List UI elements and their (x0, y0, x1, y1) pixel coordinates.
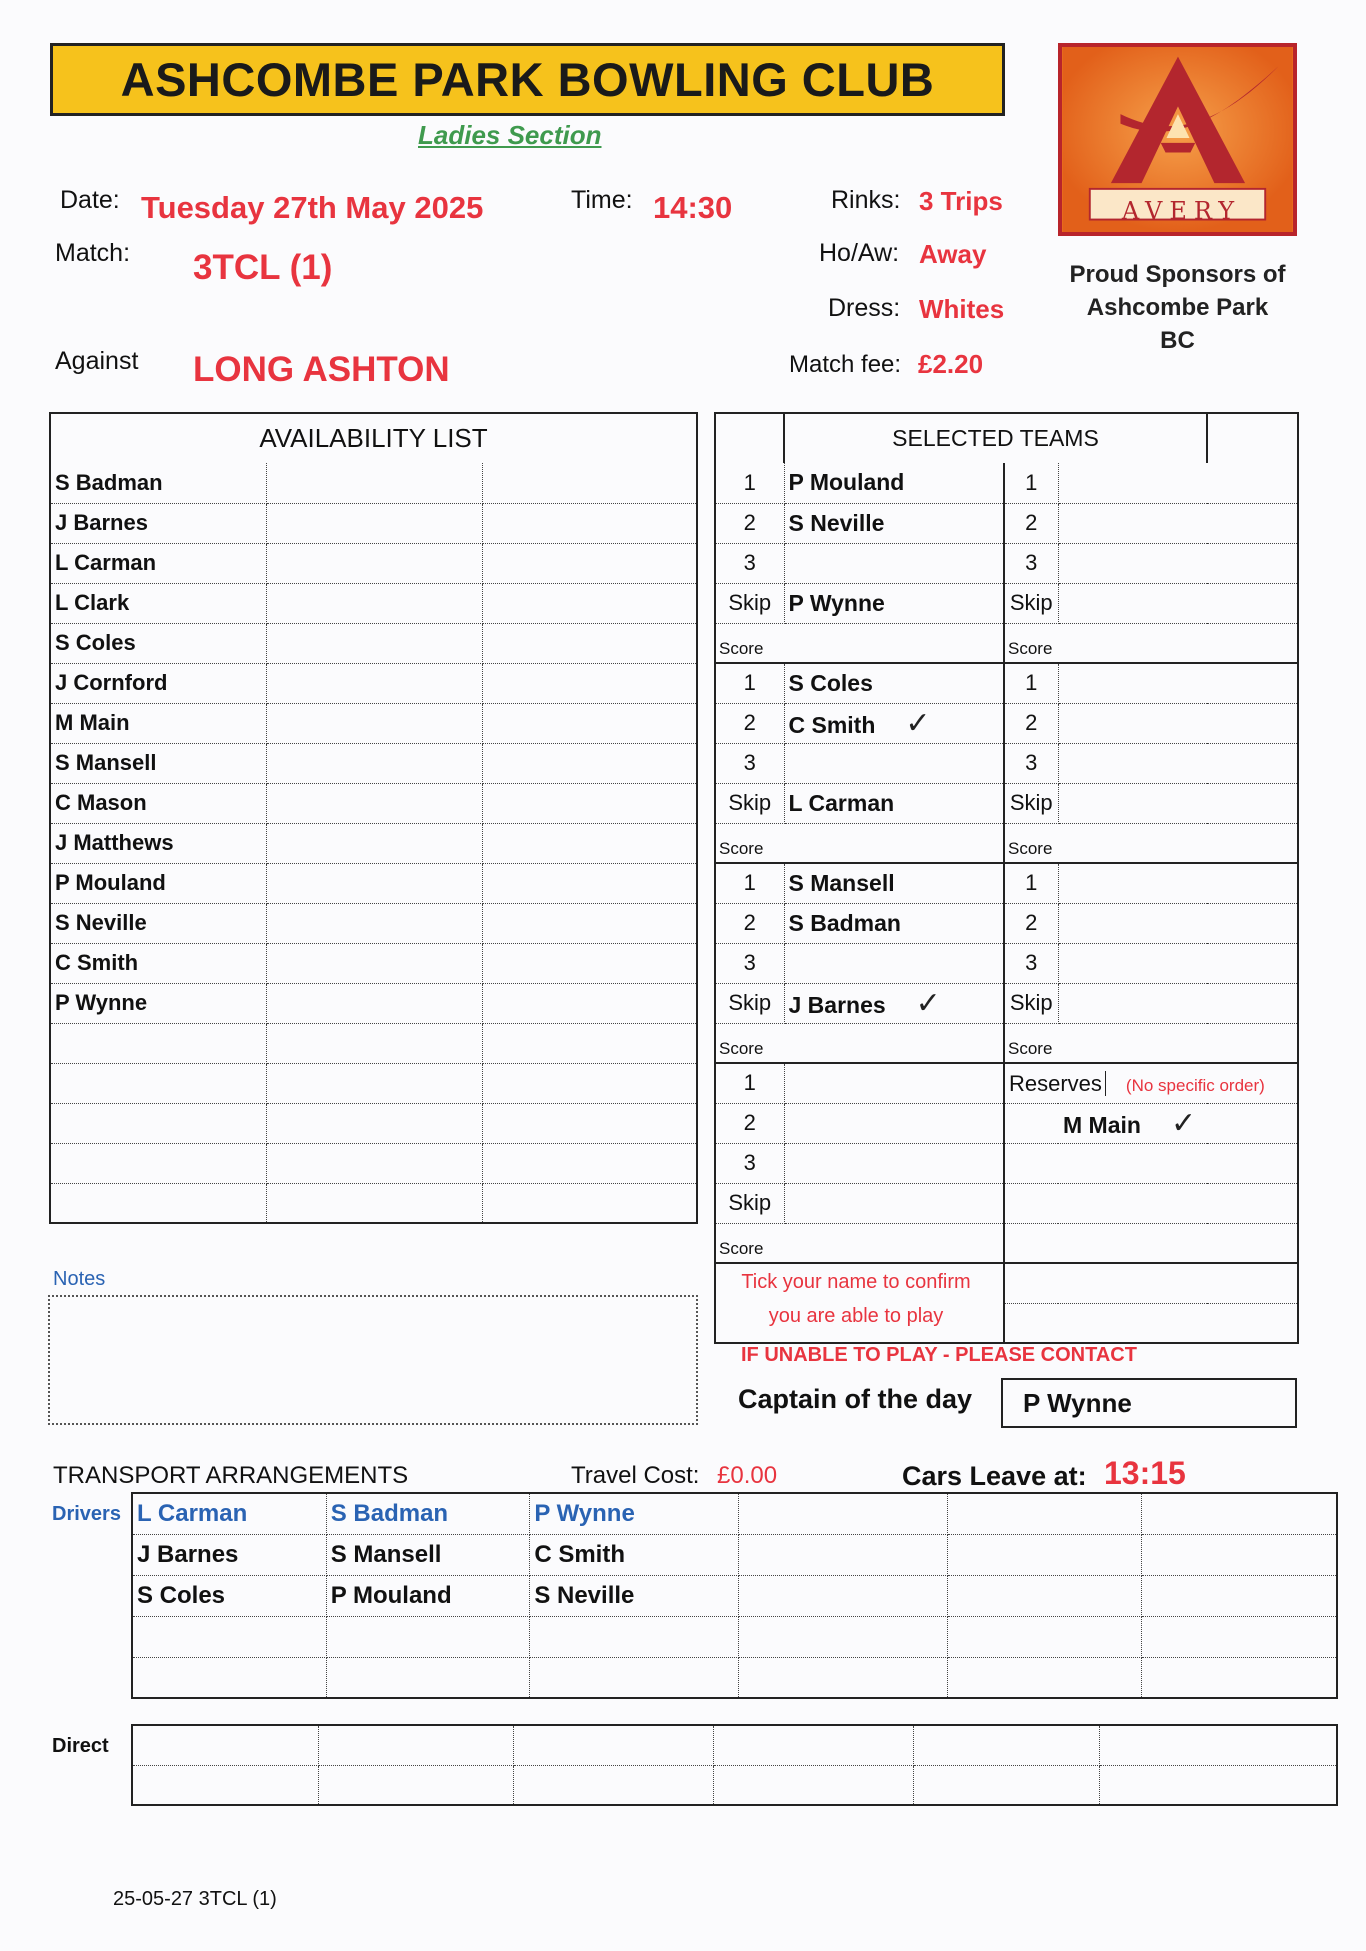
direct-cell (132, 1765, 318, 1805)
direct-cell (1099, 1765, 1337, 1805)
fee-value: £2.20 (918, 349, 984, 379)
availability-tick-cell[interactable] (266, 903, 482, 943)
travel-cost-label: Travel Cost: (571, 1462, 700, 1489)
player-name (784, 863, 1004, 903)
availability-tick-cell[interactable] (266, 503, 482, 543)
position-label: 3 (715, 1143, 784, 1183)
team-position-row (715, 543, 1298, 583)
reserve-cell (1004, 1223, 1298, 1263)
opponent-position-label: 1 (1004, 663, 1058, 703)
opponent-position-label: 3 (1004, 743, 1058, 783)
transport-cell: S Mansell (326, 1534, 530, 1575)
opponent-position-label: Skip (1004, 583, 1058, 623)
availability-table (49, 412, 698, 1224)
transport-cell (1142, 1575, 1337, 1616)
teams-header-blank (715, 413, 784, 463)
availability-tick-cell[interactable] (482, 463, 697, 503)
sponsor-line: BC (1160, 327, 1195, 354)
hoaw-label: Ho/Aw: (819, 239, 900, 267)
transport-cell (739, 1657, 948, 1698)
transport-cell: P Mouland (326, 1575, 530, 1616)
transport-cell (132, 1616, 326, 1657)
player-name (784, 703, 1004, 743)
opponent-position-label: 3 (1004, 943, 1058, 983)
player-name (784, 783, 1004, 823)
dress-label: Dress: (828, 294, 901, 322)
player-name (784, 1103, 1004, 1143)
score-label: Score (715, 823, 1004, 863)
score-row (715, 1023, 1298, 1063)
transport-cell: J Barnes (132, 1534, 326, 1575)
captain-value: P Wynne (1001, 1378, 1297, 1428)
availability-row (50, 743, 697, 783)
transport-cell: P Wynne (530, 1493, 739, 1534)
player-name-text: P Wynne (788, 589, 885, 616)
availability-tick-cell[interactable] (266, 1103, 482, 1143)
tick-mark-icon: ✓ (1170, 1105, 1197, 1141)
opponent-name-cell[interactable] (1058, 983, 1298, 1023)
direct-cell (132, 1725, 318, 1765)
availability-tick-cell[interactable] (266, 1023, 482, 1063)
reserves-label: Reserves (1009, 1071, 1106, 1096)
transport-cell (947, 1534, 1141, 1575)
tick-line: Tick your name to confirm (741, 1271, 971, 1293)
opponent-position-label: 2 (1004, 703, 1058, 743)
position-label: 1 (715, 1063, 784, 1103)
availability-name: S Neville (50, 903, 266, 943)
position-label: 1 (715, 463, 784, 503)
availability-row (50, 1183, 697, 1223)
cars-leave-value: 13:15 (1104, 1455, 1186, 1491)
direct-cell (713, 1725, 913, 1765)
direct-label: Direct (52, 1735, 109, 1757)
availability-name: C Mason (50, 783, 266, 823)
sponsor-line: Ashcombe Park (1086, 294, 1269, 321)
availability-name: L Clark (50, 583, 266, 623)
match-value: 3TCL (1) (193, 248, 333, 287)
team-position-row (715, 1143, 1298, 1183)
opponent-name-cell[interactable] (1058, 863, 1298, 903)
opponent-score-label: Score (1004, 1023, 1298, 1063)
availability-tick-cell[interactable] (482, 503, 697, 543)
availability-name: P Mouland (50, 863, 266, 903)
player-name-text: C Smith (788, 711, 876, 738)
opponent-name-cell[interactable] (1058, 783, 1298, 823)
transport-row (132, 1493, 1337, 1534)
transport-cell (1142, 1657, 1337, 1698)
availability-tick-cell[interactable] (482, 983, 697, 1023)
availability-tick-cell[interactable] (482, 583, 697, 623)
availability-tick-cell[interactable] (482, 663, 697, 703)
teams-header-blank (1207, 413, 1298, 463)
availability-tick-cell[interactable] (482, 1143, 697, 1183)
transport-row (132, 1616, 1337, 1657)
transport-cell (1142, 1534, 1337, 1575)
availability-tick-cell[interactable] (482, 1063, 697, 1103)
unable-to-play-notice: IF UNABLE TO PLAY - PLEASE CONTACT (741, 1344, 1137, 1366)
transport-cell: S Badman (326, 1493, 530, 1534)
section-subtitle: Ladies Section (418, 120, 602, 150)
availability-name: J Barnes (50, 503, 266, 543)
club-title-banner (50, 43, 1005, 116)
captain-label: Captain of the day (738, 1384, 973, 1414)
availability-tick-cell[interactable] (266, 983, 482, 1023)
transport-cell: L Carman (132, 1493, 326, 1534)
time-label: Time: (571, 186, 633, 214)
availability-row (50, 823, 697, 863)
player-name (784, 463, 1004, 503)
availability-tick-cell[interactable] (482, 1183, 697, 1223)
opponent-name-cell[interactable] (1058, 943, 1298, 983)
team-position-row (715, 743, 1298, 783)
availability-row (50, 1063, 697, 1103)
team-position-row (715, 863, 1298, 903)
availability-tick-cell[interactable] (266, 663, 482, 703)
team-position-row (715, 903, 1298, 943)
reserve-cell (1004, 1103, 1298, 1143)
transport-cell (326, 1657, 530, 1698)
team-position-row (715, 463, 1298, 503)
position-label: Skip (715, 783, 784, 823)
transport-cell (1142, 1616, 1337, 1657)
player-name (784, 743, 1004, 783)
transport-cell (739, 1575, 948, 1616)
opponent-name-cell[interactable] (1058, 703, 1298, 743)
availability-tick-cell[interactable] (482, 1103, 697, 1143)
player-name (784, 503, 1004, 543)
availability-tick-cell[interactable] (266, 1063, 482, 1103)
player-name (784, 583, 1004, 623)
direct-cell (913, 1725, 1099, 1765)
position-label: 1 (715, 663, 784, 703)
document-reference: 25-05-27 3TCL (1) (113, 1888, 277, 1910)
availability-tick-cell[interactable] (266, 1143, 482, 1183)
player-name-text: S Mansell (788, 869, 895, 896)
teams-header: SELECTED TEAMS (784, 413, 1207, 463)
tick-line: you are able to play (768, 1305, 944, 1327)
team-position-row (715, 983, 1298, 1023)
availability-tick-cell[interactable] (482, 783, 697, 823)
availability-row (50, 463, 697, 503)
tick-mark-icon: ✓ (915, 985, 941, 1021)
availability-tick-cell[interactable] (482, 1023, 697, 1063)
availability-tick-cell[interactable] (482, 543, 697, 583)
availability-name: S Mansell (50, 743, 266, 783)
availability-row (50, 903, 697, 943)
position-label: Skip (715, 1183, 784, 1223)
fee-label: Match fee: (789, 351, 902, 378)
availability-row (50, 543, 697, 583)
avery-logo-text: AVERY (1121, 197, 1242, 225)
reserve-cell (1004, 1303, 1298, 1343)
availability-tick-cell[interactable] (482, 823, 697, 863)
direct-cell (513, 1765, 713, 1805)
score-label: Score (715, 1023, 1004, 1063)
opponent-name-cell[interactable] (1058, 583, 1298, 623)
transport-cell: C Smith (530, 1534, 739, 1575)
against-label: Against (55, 347, 139, 375)
availability-tick-cell[interactable] (482, 903, 697, 943)
availability-name (50, 1103, 266, 1143)
player-name (784, 943, 1004, 983)
transport-cell (530, 1657, 739, 1698)
opponent-position-label: 1 (1004, 463, 1058, 503)
player-name-text: P Mouland (788, 469, 905, 496)
direct-cell (318, 1765, 513, 1805)
opponent-name-cell[interactable] (1058, 903, 1298, 943)
team-position-row (715, 783, 1298, 823)
transport-cell (326, 1616, 530, 1657)
availability-tick-cell[interactable] (266, 583, 482, 623)
availability-tick-cell[interactable] (482, 943, 697, 983)
score-row (715, 1223, 1298, 1263)
opponent-position-label: 3 (1004, 543, 1058, 583)
transport-row (132, 1534, 1337, 1575)
opponent-name-cell[interactable] (1058, 543, 1298, 583)
position-label: 1 (715, 863, 784, 903)
availability-tick-cell[interactable] (266, 703, 482, 743)
transport-cell (132, 1657, 326, 1698)
availability-name (50, 1143, 266, 1183)
position-label: Skip (715, 583, 784, 623)
date-value: Tuesday 27th May 2025 (141, 190, 484, 225)
availability-name: S Badman (50, 463, 266, 503)
availability-row (50, 623, 697, 663)
availability-name (50, 1023, 266, 1063)
opponent-position-label: 2 (1004, 503, 1058, 543)
notes-label: Notes (53, 1268, 106, 1290)
transport-title: TRANSPORT ARRANGEMENTS (53, 1462, 409, 1489)
transport-cell (947, 1493, 1141, 1534)
player-name (784, 983, 1004, 1023)
availability-tick-cell[interactable] (266, 823, 482, 863)
sponsor-logo (1058, 43, 1297, 236)
transport-row (132, 1657, 1337, 1698)
reserve-name: M Main (1063, 1111, 1141, 1138)
availability-row (50, 663, 697, 703)
opponent-position-label: 2 (1004, 903, 1058, 943)
transport-cell (947, 1616, 1141, 1657)
position-label: 2 (715, 503, 784, 543)
transport-cell: S Coles (132, 1575, 326, 1616)
team-position-row (715, 943, 1298, 983)
direct-cell (1099, 1725, 1337, 1765)
player-name (784, 903, 1004, 943)
availability-tick-cell[interactable] (266, 463, 482, 503)
availability-tick-cell[interactable] (266, 543, 482, 583)
availability-header: AVAILABILITY LIST (259, 423, 488, 453)
opponent-name-cell[interactable] (1058, 463, 1298, 503)
transport-cell (739, 1534, 948, 1575)
player-name (784, 1063, 1004, 1103)
transport-cell (739, 1493, 948, 1534)
availability-row (50, 503, 697, 543)
team-position-row (715, 703, 1298, 743)
availability-name (50, 1063, 266, 1103)
transport-cell (739, 1616, 948, 1657)
club-name: ASHCOMBE PARK BOWLING CLUB (120, 53, 935, 106)
match-label: Match: (55, 239, 131, 267)
player-name-text: L Carman (788, 789, 895, 816)
availability-tick-cell[interactable] (266, 743, 482, 783)
player-name-text: S Coles (788, 669, 873, 696)
drivers-label: Drivers (52, 1503, 121, 1525)
availability-tick-cell[interactable] (266, 623, 482, 663)
rinks-label: Rinks: (831, 186, 901, 214)
reserves-note: (No specific order) (1125, 1075, 1265, 1095)
score-row (715, 823, 1298, 863)
tick-instructions (725, 1265, 987, 1333)
notes-box[interactable] (48, 1295, 698, 1425)
availability-name: J Matthews (50, 823, 266, 863)
opponent-name-cell[interactable] (1058, 503, 1298, 543)
opponent-position-label: Skip (1004, 783, 1058, 823)
position-label: 2 (715, 703, 784, 743)
availability-tick-cell[interactable] (266, 1183, 482, 1223)
availability-row (50, 1143, 697, 1183)
player-name (784, 543, 1004, 583)
availability-row (50, 943, 697, 983)
opponent-name-cell[interactable] (1058, 663, 1298, 703)
selected-teams-table (714, 412, 1299, 1344)
position-label: Skip (715, 983, 784, 1023)
player-name-text: S Badman (788, 909, 901, 936)
availability-row (50, 1023, 697, 1063)
availability-row (50, 783, 697, 823)
availability-tick-cell[interactable] (266, 863, 482, 903)
opponent-position-label: Skip (1004, 983, 1058, 1023)
dress-value: Whites (919, 294, 1005, 324)
reserve-cell (1004, 1263, 1298, 1303)
direct-table (131, 1724, 1338, 1806)
availability-tick-cell[interactable] (266, 783, 482, 823)
transport-row (132, 1575, 1337, 1616)
opponent-position-label: 1 (1004, 863, 1058, 903)
transport-cell (1142, 1493, 1337, 1534)
availability-name: L Carman (50, 543, 266, 583)
availability-name (50, 1183, 266, 1223)
position-label: 3 (715, 943, 784, 983)
hoaw-value: Away (919, 239, 987, 269)
opponent-name-cell[interactable] (1058, 743, 1298, 783)
position-label: 2 (715, 903, 784, 943)
availability-name: P Wynne (50, 983, 266, 1023)
availability-tick-cell[interactable] (482, 623, 697, 663)
availability-row (50, 863, 697, 903)
direct-cell (913, 1765, 1099, 1805)
transport-cell (530, 1616, 739, 1657)
availability-row (50, 703, 697, 743)
transport-cell (947, 1657, 1141, 1698)
reserve-cell (1004, 1183, 1298, 1223)
score-label: Score (715, 623, 1004, 663)
opponent-score-label: Score (1004, 623, 1298, 663)
sponsor-line: Proud Sponsors of (1069, 261, 1286, 288)
team-position-row (715, 1063, 1298, 1103)
opponent-score-label: Score (1004, 823, 1298, 863)
team-position-row (715, 1183, 1298, 1223)
availability-tick-cell[interactable] (482, 743, 697, 783)
score-label: Score (715, 1223, 1004, 1263)
team-position-row (715, 663, 1298, 703)
availability-name: M Main (50, 703, 266, 743)
travel-cost-value: £0.00 (717, 1462, 778, 1489)
sponsor-text (1045, 258, 1310, 357)
reserve-cell (1004, 1143, 1298, 1183)
transport-cell (947, 1575, 1141, 1616)
player-name-text: J Barnes (788, 991, 886, 1018)
rinks-value: 3 Trips (919, 186, 1003, 216)
time-value: 14:30 (653, 190, 733, 225)
position-label: 3 (715, 543, 784, 583)
player-name (784, 1143, 1004, 1183)
availability-row (50, 1103, 697, 1143)
position-label: 2 (715, 1103, 784, 1143)
team-position-row (715, 583, 1298, 623)
team-position-row (715, 503, 1298, 543)
availability-tick-cell[interactable] (482, 863, 697, 903)
transport-table (131, 1492, 1338, 1699)
availability-tick-cell[interactable] (266, 943, 482, 983)
position-label: 3 (715, 743, 784, 783)
player-name-text: S Neville (788, 509, 885, 536)
against-value: LONG ASHTON (193, 350, 450, 389)
availability-name: J Cornford (50, 663, 266, 703)
tick-mark-icon: ✓ (905, 705, 931, 741)
availability-row (50, 983, 697, 1023)
availability-row (50, 583, 697, 623)
team-position-row (715, 1103, 1298, 1143)
availability-name: C Smith (50, 943, 266, 983)
player-name (784, 663, 1004, 703)
reserves-header (1004, 1063, 1298, 1103)
direct-cell (713, 1765, 913, 1805)
availability-tick-cell[interactable] (482, 703, 697, 743)
date-label: Date: (60, 186, 120, 214)
score-row (715, 623, 1298, 663)
direct-cell (513, 1725, 713, 1765)
transport-cell: S Neville (530, 1575, 739, 1616)
player-name (784, 1183, 1004, 1223)
availability-name: S Coles (50, 623, 266, 663)
cars-leave-label: Cars Leave at: (902, 1461, 1087, 1491)
direct-cell (318, 1725, 513, 1765)
